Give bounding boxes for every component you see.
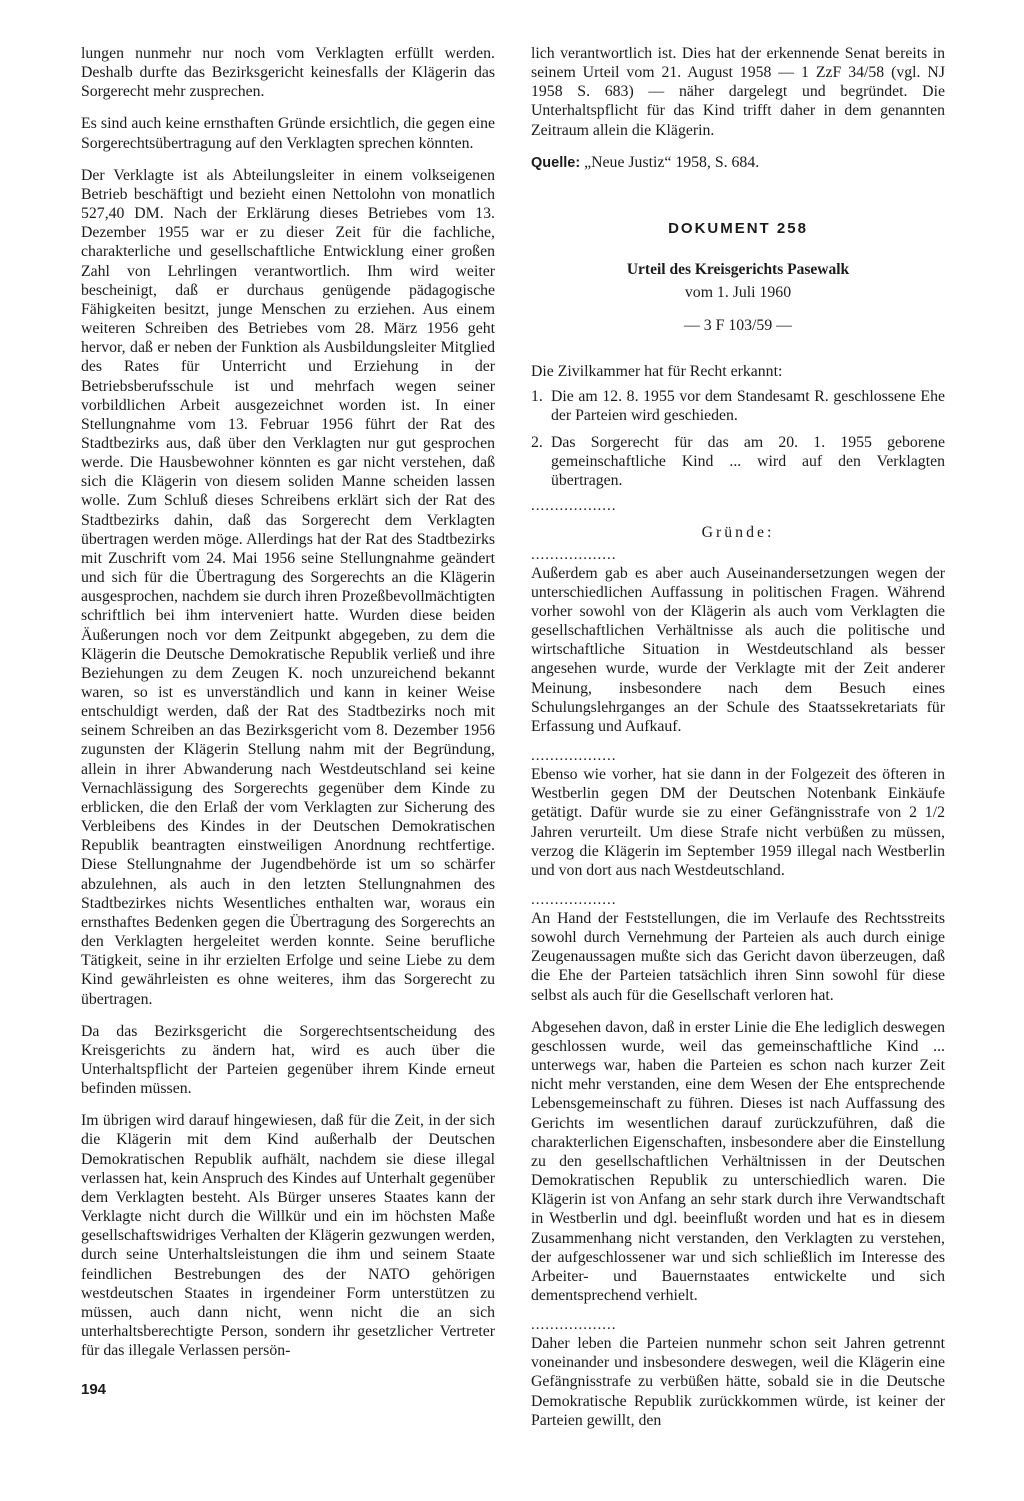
- document-heading: DOKUMENT 258: [668, 219, 808, 237]
- verdict-number: 1.: [531, 387, 543, 405]
- right-column: [531, 44, 945, 1443]
- ellipsis-separator: ..................: [531, 497, 617, 514]
- verdict-intro: Die Zivilkammer hat für Recht erkannt:: [531, 362, 783, 380]
- source-text: „Neue Justiz“ 1958, S. 684.: [584, 153, 760, 171]
- source-citation: [531, 153, 945, 173]
- verdict-text: Die am 12. 8. 1955 vor dem Standesamt R. geschlossene Ehe der Parteien wird geschieden.: [551, 387, 945, 424]
- paragraph: Ebenso wie vorher, hat sie dann in der Folgezeit des öfteren in Westberlin gegen DM der Deutschen Notenbank Einkäufe getätigt. Dafür wurde sie zu einer Gefängnisstrafe von 2 1/2 Jahren verurteilt. Um diese Strafe nicht verbüßen zu müssen, verzog die Klägerin im September 1959 illegal nach Westberlin und von dort aus nach Westdeutschland.: [531, 766, 945, 879]
- verdict-text: Das Sorgerecht für das am 20. 1. 1955 geborene gemeinschaftliche Kind ... wird auf den Verklagten übertragen.: [551, 434, 945, 490]
- ellipsis-separator: ..................: [531, 546, 617, 563]
- document-date: vom 1. Juli 1960: [684, 284, 792, 302]
- paragraph: Außerdem gab es aber auch Auseinandersetzungen wegen der unterschiedlichen Auffassung in politischen Fragen. Während vorher sowohl von der Klägerin als auch vom Verklagten die gesellschaftlichen Verhältnisse als auch die politische und wirtschaftliche Situation in Westdeutschland als besser angesehen wurde, wurde der Verklagte mit der Zeit anderer Meinung, insbesondere nach dem Besuch eines Schulungslehrganges an der Schule des Staatssekretariats für Erfassung und Aufkauf.: [531, 564, 945, 735]
- paragraph: Abgesehen davon, daß in erster Linie die Ehe lediglich deswegen geschlossen wurde, weil das gemeinschaftliche Kind ... unterwegs war, haben die Parteien es schon nach kurzer Zeit nicht mehr verstanden, eine dem Wesen der Ehe entsprechende Lebensgemeinschaft zu führen. Dieses ist nach Auffassung des Gerichts im wesentlichen darauf zurückzuführen, daß die charakterlichen Eigenschaften, insbesondere aber die Einstellung zu den gesellschaftlichen Verhältnissen in der Deutschen Demokratischen Republik zu unterschiedlich waren. Die Klägerin ist von Anfang an sehr stark durch ihre Verwandtschaft in Westberlin und dgl. beeinflußt worden und hat es in diesem Zusammenhang nicht verstanden, den Verklagten zu verstehen, der aufgeschlossener war und sich schließlich im Interesse des Arbeiter- und Bauernstaates entwickelte und sich dementsprechend verhielt.: [531, 1018, 945, 1304]
- verdict-list: [531, 387, 945, 491]
- paragraph: Da das Bezirksgericht die Sorgerechtsentscheidung des Kreisgerichts zu ändern hat, wird es auch über die Unterhaltspflicht der Parteien gegenüber ihrem Kinde erneut befinden müssen.: [81, 1022, 495, 1098]
- paragraph: Daher leben die Parteien nunmehr schon seit Jahren getrennt voneinander und insbesondere deswegen, weil die Klägerin eine Gefängnisstrafe zu verbüßen hätte, sobald sie in die Deutsche Demokratische Republik zurückkommen würde, ist keiner der Parteien gewillt, den: [531, 1335, 945, 1429]
- ellipsis-separator: ..................: [531, 1317, 617, 1334]
- paragraph: lich verantwortlich ist. Dies hat der erkennende Senat bereits in seinem Urteil vom 21. August 1958 — 1 ZzF 34/58 (vgl. NJ 1958 S. 683) — näher dargelegt und begründet. Die Unterhaltspflicht für das Kind trifft daher in dem genannten Zeitraum allein die Klägerin.: [531, 45, 945, 139]
- verdict-item: [531, 433, 945, 490]
- paragraph: An Hand der Feststellungen, die im Verlaufe des Rechtsstreits sowohl durch Vernehmung der Parteien als auch durch einige Zeugenaussagen mußte sich das Gericht davon überzeugen, daß die Ehe der Parteien tatsächlich ihren Sinn sowohl für diese selbst als auch für die Gesellschaft verloren hat.: [531, 910, 945, 1004]
- reasons-heading: Gründe:: [701, 523, 775, 541]
- paragraph: lungen nunmehr nur noch vom Verklagten erfüllt werden. Deshalb durfte das Bezirksgericht keinesfalls der Klägerin das Sorgerecht mehr zusprechen.: [81, 45, 495, 101]
- paragraph: Der Verklagte ist als Abteilungsleiter in einem volkseigenen Betrieb beschäftigt und bezieht einen Nettolohn von monatlich 527,40 DM. Nach der Erklärung dieses Betriebes vom 13. Dezember 1955 war er zu dieser Zeit für die fachliche, charakterliche und gesellschaftliche Entwicklung einer großen Zahl von Lehrlingen verantwortlich. Ihm wird weiter bescheinigt, daß er durchaus genügende pädagogische Fähigkeiten besitzt, junge Menschen zu erziehen. Aus einem weiteren Schreiben des Betriebes vom 28. März 1956 geht hervor, daß er neben der Funktion als Ausbildungsleiter Mitglied des Rates für Unterricht und Erziehung in der Betriebsberufsschule ist und mehrfach wegen seiner vorbildlichen Arbeit ausgezeichnet worden ist. In einer Stellungnahme vom 13. Februar 1956 führt der Rat des Stadtbezirks aus, daß über den Verklagten nur gut gesprochen werde. Die Hausbewohner könnten es gar nicht verstehen, daß sich die Klägerin von diesem soliden Manne scheiden lassen wolle. Zum Schluß dieses Schreibens erklärt sich der Rat des Stadtbezirks dahin, daß das Sorgerecht dem Verklagten übertragen werden möge. Allerdings hat der Rat des Stadtbezirks mit Zuschrift vom 24. Mai 1956 seine Stellungnahme geändert und sich für die Übertragung des Sorgerechts an die Klägerin ausgesprochen, nachdem sie durch ihren Prozeßbevollmächtigten schriftlich bei ihm interveniert hatte. Wurden diese beiden Äußerungen noch vor dem Zeitpunkt abgegeben, zu dem die Klägerin die Deutsche Demokratische Republik verließ und ihre Beziehungen zu dem Zeugen K. noch unzureichend bekannt waren, so ist es unverständlich und kann in keiner Weise entschuldigt werden, daß der Rat des Stadtbezirks noch mit seinem Schreiben an das Bezirksgericht vom 8. Dezember 1956 zugunsten der Klägerin Stellung nahm mit der Begründung, allein in ihrer Abwanderung nach Westdeutschland sei keine Vernachlässigung des Sorgerechts gegenüber dem Kinde zu erblicken, die den Erlaß der vom Verklagten zur Sicherung des Verbleibens des Kindes in der Deutschen Demokratischen Republik beantragten einstweiligen Anordnung rechtfertige. Diese Stellungnahme der Jugendbehörde ist um so schärfer abzulehnen, als auch in den letzten Stellungnahmen des Stadtbezirkes nichts Wesentliches enthalten war, woraus ein ernsthaftes Bedenken gegen die Übertragung des Sorgerechts an den Verklagten hergeleitet werden konnte. Seine berufliche Tätigkeit, seine in ihr erzielten Erfolge und seine Liebe zu dem Kind gewährleisten es ohne weiteres, ihm das Sorgerecht zu übertragen.: [81, 166, 495, 1008]
- ellipsis-separator: ..................: [531, 892, 617, 908]
- document-file-number: — 3 F 103/59 —: [684, 317, 792, 335]
- left-column: [81, 44, 495, 1373]
- source-label: Quelle:: [531, 154, 581, 171]
- paragraph: Es sind auch keine ernsthaften Gründe ersichtlich, die gegen eine Sorgerechtsübertragung auf den Verklagten sprechen könnten.: [81, 115, 495, 152]
- verdict-number: 2.: [531, 434, 543, 452]
- verdict-item: [531, 387, 945, 425]
- ellipsis-separator: ..................: [531, 748, 617, 765]
- page-number: 194: [81, 1381, 107, 1398]
- paragraph: Im übrigen wird darauf hingewiesen, daß für die Zeit, in der sich die Klägerin mit dem Kind außerhalb der Deutschen Demokratischen Republik aufhält, nachdem sie diese illegal verlassen hat, kein Anspruch des Kindes auf Unterhalt gegenüber dem Verklagten besteht. Als Bürger unseres Staates kann der Verklagte nicht durch die Willkür und ein im höchsten Maße gesellschaftswidriges Verhalten der Klägerin gezwungen werden, durch seine Unterhaltsleistungen die ihm und seinem Staate feindlichen Bestrebungen des der NATO gehörigen westdeutschen Staates in irgendeiner Form unterstützen zu müssen, auch dann nicht, wenn nicht die an sich unterhaltsberechtigte Person, sondern ihr gesetzlicher Vertreter für das illegale Verlassen persön-: [81, 1112, 495, 1360]
- document-subtitle: Urteil des Kreisgerichts Pasewalk: [626, 261, 850, 279]
